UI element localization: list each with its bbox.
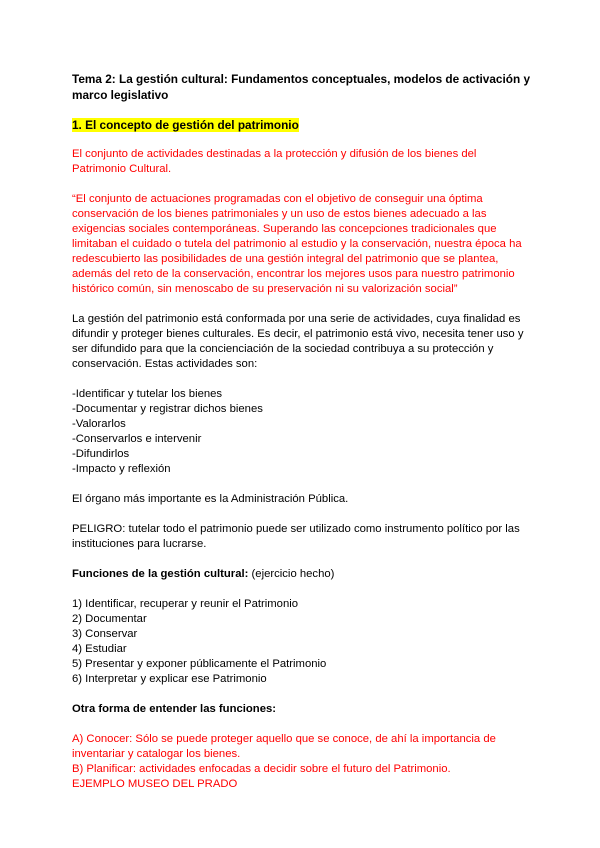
functions-note: (ejercicio hecho) (248, 568, 335, 580)
list-item: -Documentar y registrar dichos bienes (72, 403, 263, 415)
list-item: 4) Estudiar (72, 643, 127, 655)
activities-list (72, 387, 532, 477)
list-item: -Valorarlos (72, 418, 126, 430)
list-item: -Impacto y reflexión (72, 463, 171, 475)
page-content (72, 71, 532, 792)
list-item: 3) Conservar (72, 628, 138, 640)
function-a-text: A) Conocer: Sólo se puede proteger aquello que se conoce, de ahí la importancia de inventariar y catalogar los bienes. (72, 733, 496, 760)
definition-text: El conjunto de actividades destinadas a la protección y difusión de los bienes del Patrimonio Cultural. (72, 148, 477, 175)
organ-text: El órgano más importante es la Administración Pública. (72, 493, 349, 505)
example-text: EJEMPLO MUSEO DEL PRADO (72, 778, 238, 790)
list-item: 1) Identificar, recuperar y reunir el Patrimonio (72, 598, 299, 610)
function-b-text: B) Planificar: actividades enfocadas a decidir sobre el futuro del Patrimonio. (72, 763, 451, 775)
other-functions-heading (72, 702, 532, 717)
list-item: 5) Presentar y exponer públicamente el Patrimonio (72, 658, 327, 670)
list-item: 2) Documentar (72, 613, 147, 625)
list-item: -Identificar y tutelar los bienes (72, 388, 223, 400)
list-item: -Conservarlos e intervenir (72, 433, 202, 445)
list-item: 6) Interpretar y explicar ese Patrimonio (72, 673, 267, 685)
explanation-text: La gestión del patrimonio está conformada por una serie de actividades, cuya finalidad es difundir y proteger bienes culturales. Es decir, el patrimonio está vivo, necesita tener uso y ser difundido para que la concienciación de la sociedad contribuya a su protección y conservación. Estas actividades son: (72, 313, 524, 370)
highlighted-heading: 1. El concepto de gestión del patrimonio (72, 118, 299, 132)
functions-heading (72, 567, 532, 582)
functions-list (72, 597, 532, 687)
other-functions-heading-label: Otra forma de entender las funciones: (72, 703, 277, 715)
section-heading (72, 117, 532, 133)
quote-text: “El conjunto de actuaciones programadas con el objetivo de conseguir una óptima conservación de los bienes patrimoniales y un uso de estos bienes adecuado a las exigencias sociales contemporáneas. Superando las concepciones tradicionales que limitaban el cuidado o tutela del patrimonio al estudio y la conservación, nuestra época ha redescubierto las posibilidades de una gestión integral del patrimonio que se plantea, además del reto de la conservación, encontrar los mejores usos para nuestro patrimonio histórico común, sin menoscabo de su preservación ni su valorización social” (72, 193, 522, 295)
danger-text: PELIGRO: tutelar todo el patrimonio puede ser utilizado como instrumento político por las instituciones para lucrarse. (72, 523, 520, 550)
functions-heading-label: Funciones de la gestión cultural: (72, 568, 249, 580)
document-title: Tema 2: La gestión cultural: Fundamentos conceptuales, modelos de activación y marco legislativo (72, 72, 530, 102)
list-item: -Difundirlos (72, 448, 130, 460)
